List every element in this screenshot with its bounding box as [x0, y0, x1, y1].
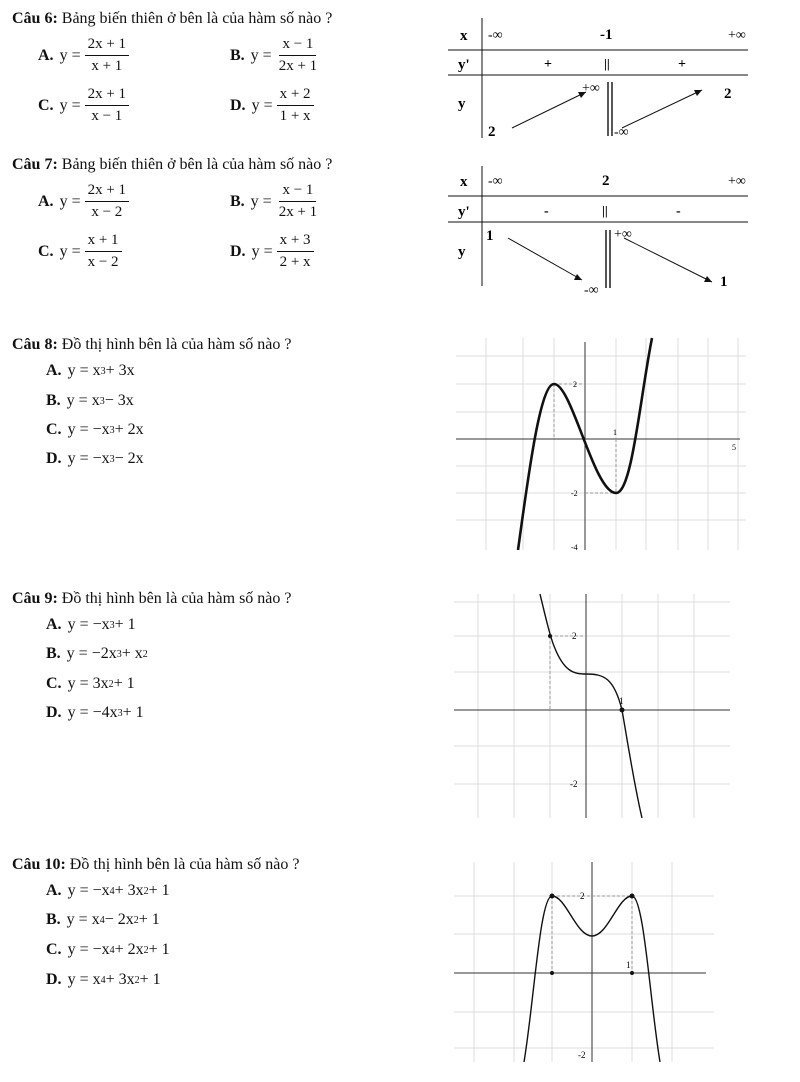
axes — [456, 342, 740, 550]
q8-graph — [456, 338, 746, 550]
q6-option-c[interactable]: C. y = $\frac{2x + 1}{x - 1}$ — [38, 86, 129, 125]
arrow-down-left — [508, 238, 582, 280]
sign: + — [544, 57, 552, 72]
y-value: 1 — [486, 228, 494, 244]
y-value: +∞ — [614, 227, 632, 242]
y-value: 1 — [720, 274, 728, 290]
y-label: y — [458, 96, 466, 112]
point — [548, 634, 552, 638]
tick-label: 2 — [573, 380, 577, 389]
x-label: x — [460, 28, 468, 44]
option-label: A. — [46, 616, 62, 633]
y-value: -∞ — [614, 125, 629, 140]
sign: + — [678, 57, 686, 72]
y-value: 2 — [724, 86, 732, 102]
fraction: $\frac{2x + 1}{x - 1}$ — [85, 86, 129, 125]
q8-option-d[interactable]: D. y = −x 3 − 2x — [46, 450, 144, 467]
tick-label: 2 — [580, 891, 585, 901]
option-label: A. — [38, 192, 54, 210]
tick-label: -4 — [571, 543, 578, 552]
question-number: Câu 8: — [12, 336, 58, 353]
fraction: $\frac{x + 1}{x - 2}$ — [85, 232, 122, 271]
q6-variation-table — [448, 18, 758, 148]
point — [550, 894, 555, 899]
question-text: Bảng biến thiên ở bên là của hàm số nào ? — [61, 156, 333, 173]
q10-graph — [454, 862, 714, 1062]
tick-label: 2 — [572, 631, 577, 641]
tick-label: 1 — [626, 960, 631, 970]
question-text: Đồ thị hình bên là của hàm số nào ? — [61, 336, 292, 353]
arrow-down-right — [624, 238, 712, 282]
sign: - — [676, 204, 681, 219]
q8-option-a[interactable]: A. y = x 3 + 3x — [46, 362, 135, 379]
tick-label: 1 — [613, 428, 617, 437]
q10-option-a[interactable]: A. y = −x 4 + 3x 2 + 1 — [46, 882, 170, 899]
q9-graph — [454, 594, 730, 818]
option-label: B. — [46, 392, 61, 409]
q7-option-b[interactable]: B. y = $\frac{x - 1}{2x + 1}$ — [230, 182, 320, 221]
option-label: C. — [46, 675, 62, 692]
q7-variation-table — [448, 166, 758, 296]
option-label: B. — [46, 645, 61, 662]
option-label: C. — [38, 96, 54, 114]
x-label: x — [460, 174, 468, 190]
option-label: C. — [46, 941, 62, 958]
option-label: D. — [230, 242, 246, 260]
q6-option-a[interactable]: A. y = $\frac{2x + 1}{x + 1}$ — [38, 36, 129, 75]
option-label: A. — [46, 362, 62, 379]
grid — [456, 338, 746, 550]
y-value: +∞ — [582, 81, 600, 96]
option-label: A. — [46, 882, 62, 899]
q8-option-b[interactable]: B. y = x 3 − 3x — [46, 392, 134, 409]
question-6-title — [12, 10, 332, 28]
tick-label: -2 — [571, 489, 578, 498]
option-label: D. — [230, 96, 246, 114]
option-label: D. — [46, 450, 62, 467]
x-value: -1 — [600, 27, 613, 43]
q9-option-d[interactable]: D. y = −4x 3 + 1 — [46, 704, 144, 721]
q6-option-d[interactable]: D. y = $\frac{x + 2}{1 + x}$ — [230, 86, 314, 125]
question-number: Câu 6: — [12, 10, 58, 27]
q10-option-d[interactable]: D. y = x 4 + 3x 2 + 1 — [46, 971, 161, 988]
tick-label: -2 — [578, 1050, 586, 1060]
question-9-title — [12, 590, 292, 608]
option-label: D. — [46, 971, 62, 988]
question-text: Bảng biến thiên ở bên là của hàm số nào ? — [61, 10, 333, 27]
question-number: Câu 10: — [12, 856, 66, 873]
sign: || — [602, 203, 608, 218]
point — [620, 708, 625, 713]
question-number: Câu 7: — [12, 156, 58, 173]
tick-label: 5 — [732, 443, 736, 452]
x-value: 2 — [602, 173, 610, 189]
fraction: $\frac{2x + 1}{x + 1}$ — [85, 36, 129, 75]
option-label: C. — [46, 421, 62, 438]
question-8-title — [12, 336, 292, 354]
option-label: B. — [46, 911, 61, 928]
x-value: -∞ — [488, 28, 503, 43]
arrow-up-right — [622, 90, 702, 128]
grid — [454, 594, 730, 818]
question-text: Đồ thị hình bên là của hàm số nào ? — [69, 856, 300, 873]
x-value: +∞ — [728, 28, 746, 43]
fraction: $\frac{x - 1}{2x + 1}$ — [278, 36, 318, 74]
fraction: $\frac{x + 2}{1 + x}$ — [277, 86, 314, 125]
q7-option-c[interactable]: C. y = $\frac{x + 1}{x - 2}$ — [38, 232, 122, 271]
q10-option-c[interactable]: C. y = −x 4 + 2x 2 + 1 — [46, 941, 170, 958]
y-value: 2 — [488, 124, 496, 140]
yp-label: y' — [458, 57, 470, 73]
fraction: $\frac{x - 1}{2x + 1}$ — [278, 182, 318, 220]
option-label: C. — [38, 242, 54, 260]
option-label: B. — [230, 46, 245, 64]
q9-option-c[interactable]: C. y = 3x 2 + 1 — [46, 675, 135, 692]
q7-option-a[interactable]: A. y = $\frac{2x + 1}{x - 2}$ — [38, 182, 129, 221]
arrow-up-left — [512, 92, 586, 128]
point — [630, 894, 635, 899]
question-10-title — [12, 856, 300, 874]
question-number: Câu 9: — [12, 590, 58, 607]
option-label: B. — [230, 192, 245, 210]
point — [550, 971, 554, 975]
point — [630, 971, 634, 975]
option-label: A. — [38, 46, 54, 64]
q10-option-b[interactable]: B. y = x 4 − 2x 2 + 1 — [46, 911, 160, 928]
q6-option-b[interactable]: B. y = $\frac{x - 1}{2x + 1}$ — [230, 36, 320, 75]
x-value: +∞ — [728, 174, 746, 189]
q8-option-c[interactable]: C. y = −x 3 + 2x — [46, 421, 144, 438]
sign: - — [544, 204, 549, 219]
tick-label: 1 — [619, 696, 624, 706]
tick-label: -2 — [570, 779, 578, 789]
q9-option-b[interactable]: B. y = −2x 3 + x 2 — [46, 645, 148, 662]
fraction: $\frac{2x + 1}{x - 2}$ — [85, 182, 129, 221]
yp-label: y' — [458, 204, 470, 220]
question-7-title — [12, 156, 332, 174]
sign: || — [604, 56, 610, 71]
x-value: -∞ — [488, 174, 503, 189]
question-text: Đồ thị hình bên là của hàm số nào ? — [61, 590, 292, 607]
fraction: $\frac{x + 3}{2 + x}$ — [277, 232, 314, 271]
option-label: D. — [46, 704, 62, 721]
q7-option-d[interactable]: D. y = $\frac{x + 3}{2 + x}$ — [230, 232, 314, 271]
q9-option-a[interactable]: A. y = −x 3 + 1 — [46, 616, 136, 633]
y-label: y — [458, 244, 466, 260]
y-value: -∞ — [584, 283, 599, 298]
